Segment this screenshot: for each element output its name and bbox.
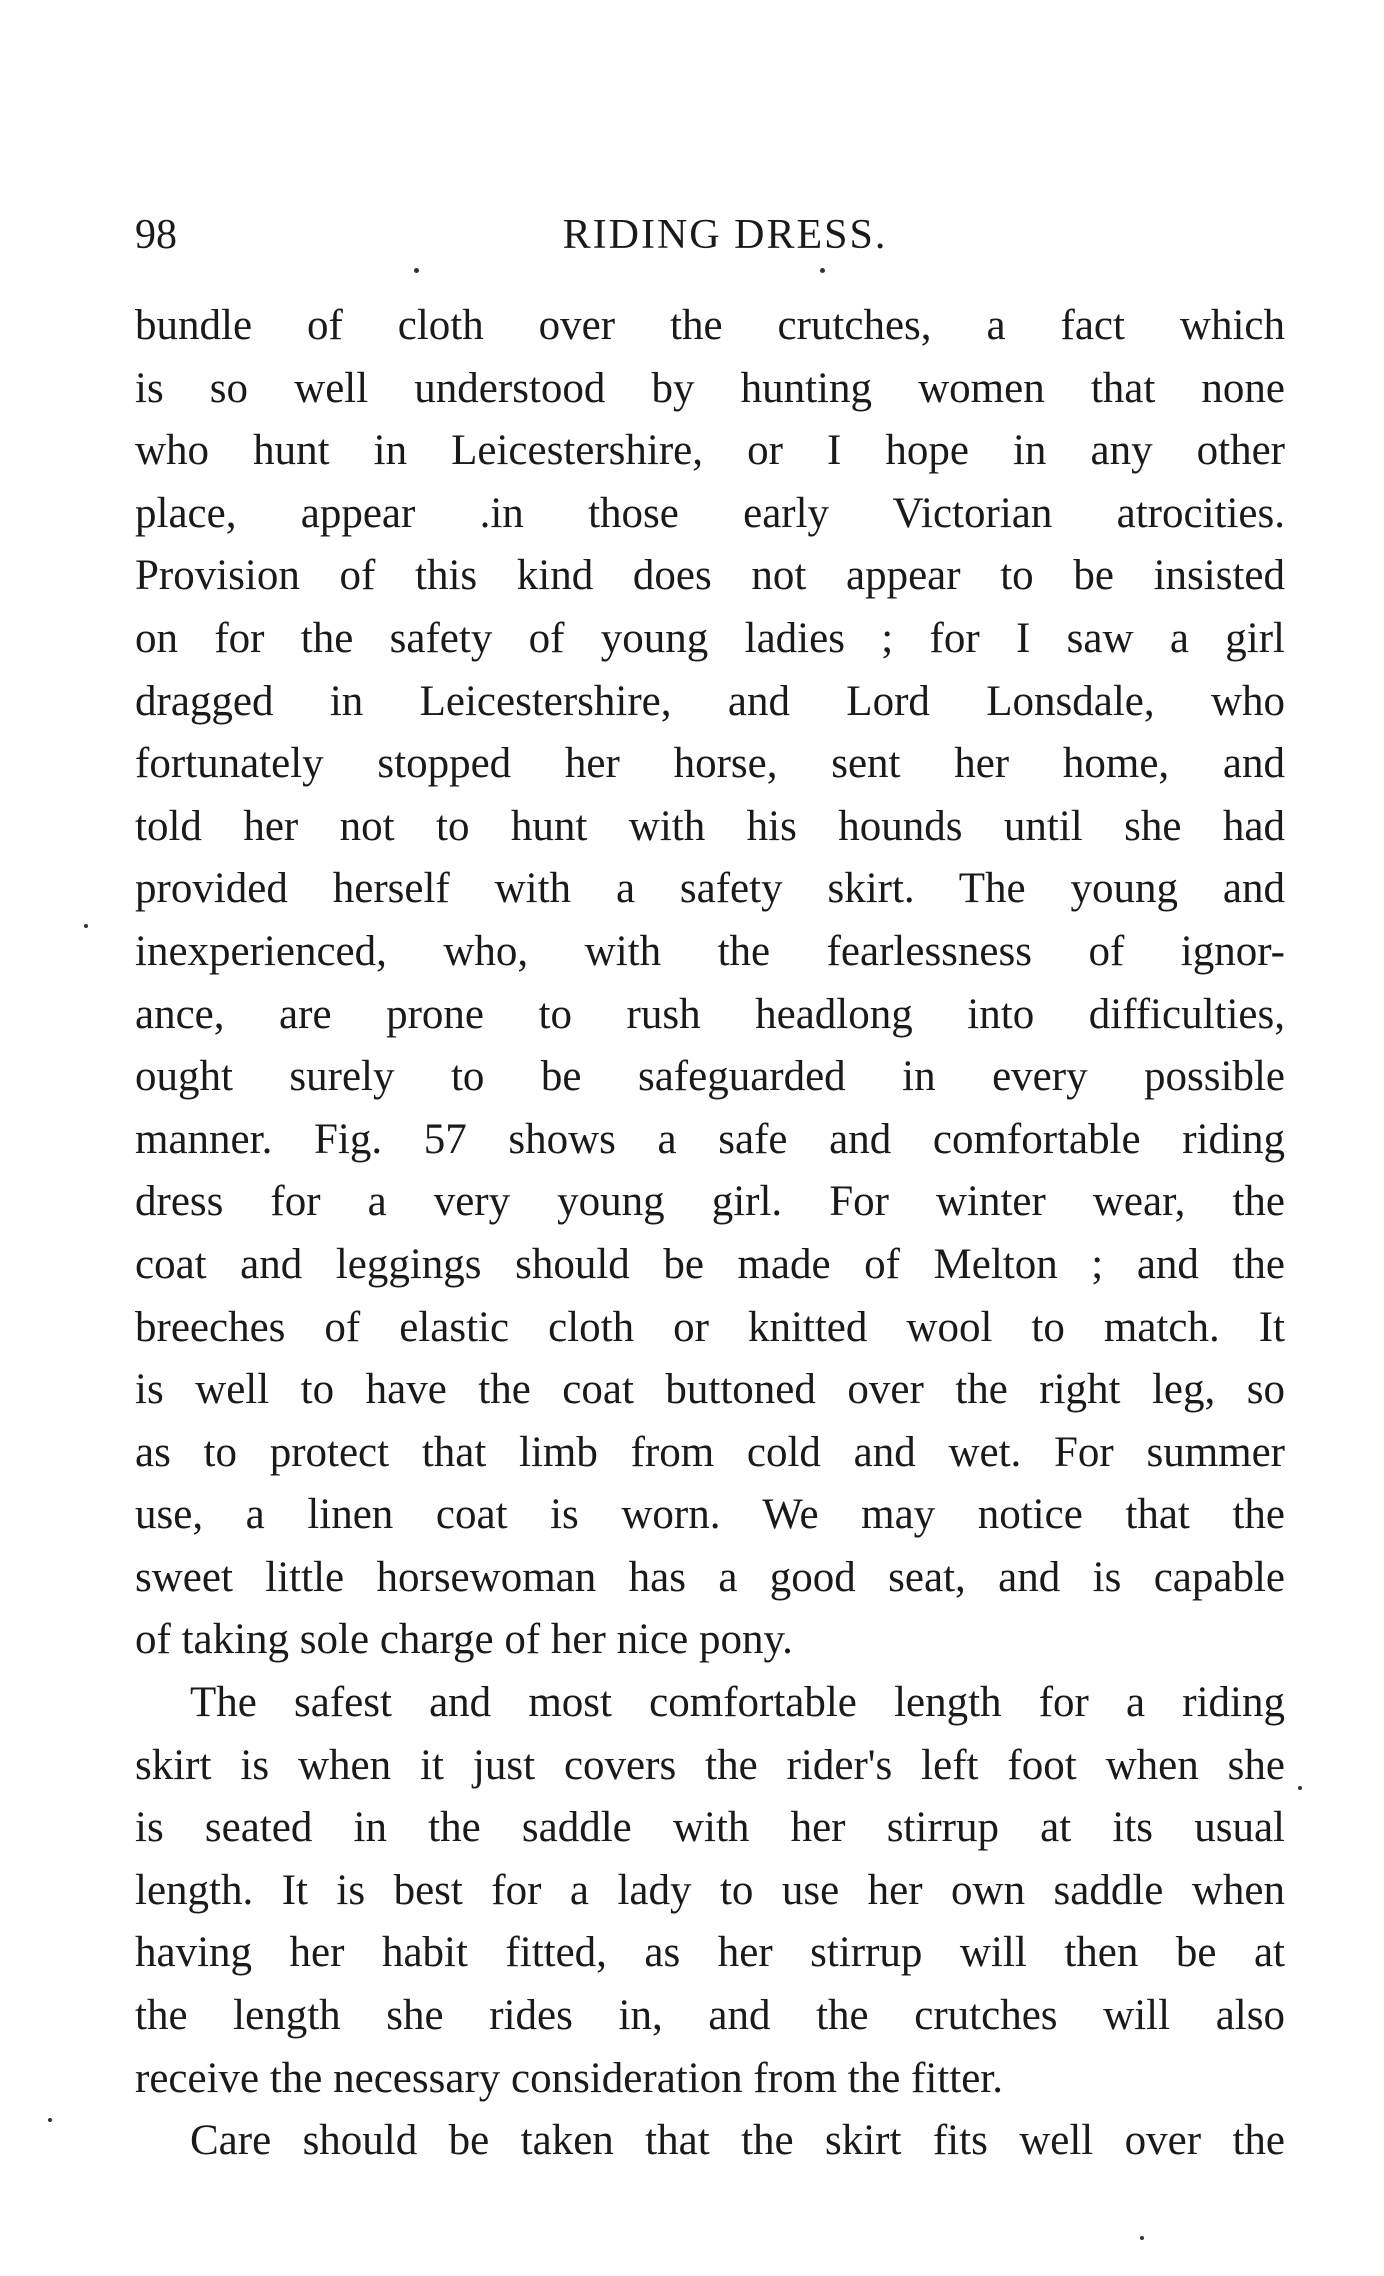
print-speck bbox=[84, 924, 88, 928]
text-line: length. It is best for a lady to use her own saddle when bbox=[135, 1866, 1285, 1914]
print-speck bbox=[48, 2118, 52, 2122]
text-line: having her habit fitted, as her stirrup will then be at bbox=[135, 1929, 1285, 1977]
text-line: the length she rides in, and the crutches will also bbox=[135, 1992, 1285, 2040]
text-line: manner. Fig. 57 shows a safe and comfortable riding bbox=[135, 1115, 1285, 1163]
body-text bbox=[135, 295, 1285, 2173]
page-number: 98 bbox=[135, 212, 177, 258]
print-speck bbox=[820, 268, 825, 273]
text-line: bundle of cloth over the crutches, a fact which bbox=[135, 302, 1285, 349]
text-line: who hunt in Leicestershire, or I hope in any other bbox=[135, 427, 1285, 475]
text-line: dragged in Leicestershire, and Lord Lonsdale, who bbox=[135, 677, 1285, 725]
text-line: receive the necessary consideration from the fitter. bbox=[135, 2054, 1003, 2102]
text-line: of taking sole charge of her nice pony. bbox=[135, 1616, 793, 1664]
text-line: fortunately stopped her horse, sent her home, and bbox=[135, 740, 1285, 788]
text-line: skirt is when it just covers the rider's left foot when she bbox=[135, 1741, 1285, 1789]
text-line: ance, are prone to rush headlong into difficulties, bbox=[135, 990, 1285, 1038]
text-line: as to protect that limb from cold and wet. For summer bbox=[135, 1428, 1285, 1476]
running-title: RIDING DRESS. bbox=[562, 212, 888, 258]
print-speck bbox=[1140, 2236, 1144, 2240]
text-line: coat and leggings should be made of Melton ; and the bbox=[135, 1240, 1285, 1288]
text-line: use, a linen coat is worn. We may notice that the bbox=[135, 1491, 1285, 1539]
text-line: breeches of elastic cloth or knitted wool to match. It bbox=[135, 1303, 1285, 1351]
text-line: ought surely to be safeguarded in every possible bbox=[135, 1053, 1285, 1101]
text-line: Care should be taken that the skirt fits well over the bbox=[190, 2117, 1285, 2165]
text-line: dress for a very young girl. For winter wear, the bbox=[135, 1178, 1285, 1226]
text-line: The safest and most comfortable length for a riding bbox=[190, 1679, 1285, 1727]
text-line: provided herself with a safety skirt. The young and bbox=[135, 865, 1285, 913]
text-line: is seated in the saddle with her stirrup at its usual bbox=[135, 1804, 1285, 1852]
print-speck bbox=[1298, 1786, 1302, 1790]
text-line: is well to have the coat buttoned over the right leg, so bbox=[135, 1366, 1285, 1414]
text-line: on for the safety of young ladies ; for I saw a girl bbox=[135, 614, 1285, 662]
text-line: told her not to hunt with his hounds until she had bbox=[135, 802, 1285, 850]
print-speck bbox=[414, 268, 419, 273]
text-line: sweet little horsewoman has a good seat, and is capable bbox=[135, 1553, 1285, 1601]
text-line: place, appear .in those early Victorian atrocities. bbox=[135, 489, 1285, 537]
text-line: inexperienced, who, with the fearlessness of ignor- bbox=[135, 927, 1285, 975]
text-line: is so well understood by hunting women that none bbox=[135, 364, 1285, 412]
text-line: Provision of this kind does not appear to be insisted bbox=[135, 552, 1285, 600]
running-head bbox=[135, 205, 1285, 265]
